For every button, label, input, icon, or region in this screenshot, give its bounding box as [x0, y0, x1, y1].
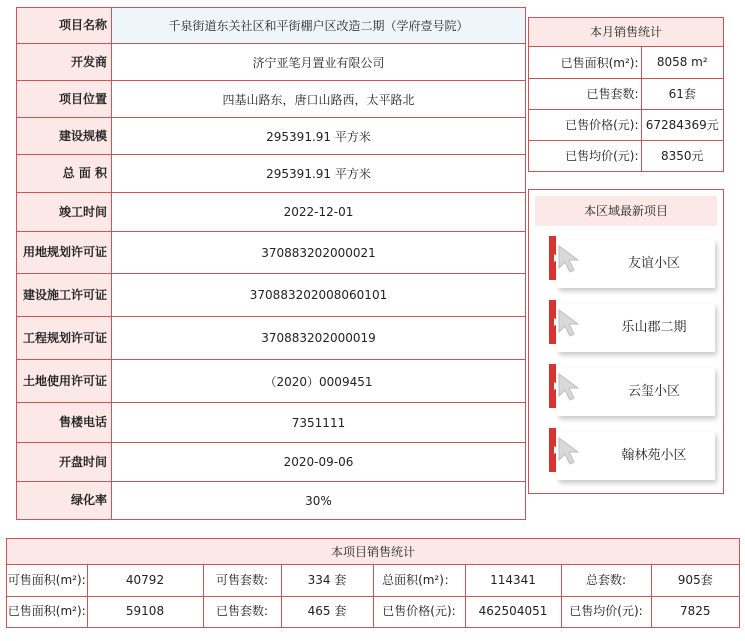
- info-label: 用地规划许可证: [17, 232, 112, 274]
- latest-projects-panel: [528, 189, 724, 494]
- info-label: 开盘时间: [17, 443, 112, 482]
- sales-value: 905套: [651, 565, 739, 596]
- cursor-arrow-icon: [557, 372, 583, 402]
- sales-label: 已售均价(元):: [561, 596, 651, 627]
- info-label: 土地使用许可证: [17, 360, 112, 403]
- cursor-arrow-icon: [557, 244, 583, 274]
- info-value: 2020-09-06: [112, 443, 526, 482]
- info-value: 四基山路东，唐口山路西，太平路北: [112, 81, 526, 118]
- sales-value: 334 套: [281, 565, 373, 596]
- monthly-sales-table: [529, 47, 723, 171]
- project-sales-table: [7, 565, 739, 627]
- sales-value: 114341: [465, 565, 561, 596]
- monthly-row: [529, 109, 723, 140]
- info-row-opening: [17, 443, 526, 482]
- info-value: 7351111: [112, 403, 526, 443]
- monthly-row: [529, 140, 723, 171]
- monthly-label: 已售面积(m²):: [529, 47, 641, 78]
- monthly-row: [529, 47, 723, 78]
- monthly-sales-title: 本月销售统计: [529, 18, 723, 47]
- info-row-scale: [17, 118, 526, 155]
- info-value: 295391.91 平方米: [112, 155, 526, 193]
- info-row-completion: [17, 193, 526, 232]
- latest-project-name[interactable]: 云玺小区: [627, 384, 680, 399]
- info-label: 开发商: [17, 44, 112, 81]
- monthly-value: 8350元: [660, 149, 704, 164]
- latest-project-item[interactable]: [549, 236, 719, 290]
- info-value: 2022-12-01: [112, 193, 526, 232]
- info-row-greening: [17, 482, 526, 520]
- info-row-land-use-permit: [17, 360, 526, 403]
- info-label: 工程规划许可证: [17, 317, 112, 360]
- sales-value: 7825: [679, 604, 711, 619]
- info-label: 项目位置: [17, 81, 112, 118]
- monthly-value: 67284369元: [641, 109, 723, 140]
- latest-project-item[interactable]: [549, 300, 719, 354]
- sales-label: 总面积(m²)：: [373, 565, 465, 596]
- sales-label: 可售面积(m²):: [7, 565, 87, 596]
- cursor-arrow-icon: [557, 308, 583, 338]
- info-label: 项目名称: [17, 8, 112, 44]
- sales-value: 59108: [87, 596, 203, 627]
- info-row-total-area: [17, 155, 526, 193]
- info-value: 370883202008060101: [112, 274, 526, 317]
- monthly-label: 已售套数:: [529, 78, 641, 109]
- info-value: 370883202000021: [112, 232, 526, 274]
- sales-label: 已售价格(元):: [373, 596, 465, 627]
- latest-project-name[interactable]: 乐山郡二期: [621, 320, 687, 335]
- project-info-table: [16, 7, 526, 520]
- info-value: 370883202000019: [112, 317, 526, 360]
- info-value: 千泉街道东关社区和平街棚户区改造二期（学府壹号院）: [112, 8, 526, 44]
- sales-label: 可售套数:: [203, 565, 281, 596]
- latest-project-name[interactable]: 友谊小区: [627, 256, 680, 271]
- latest-project-name[interactable]: 翰林苑小区: [621, 448, 687, 463]
- sales-value: 465 套: [281, 596, 373, 627]
- monthly-value: 61套: [641, 78, 723, 109]
- info-label: 建设规模: [17, 118, 112, 155]
- sales-value: 462504051: [465, 596, 561, 627]
- sales-value: 40792: [87, 565, 203, 596]
- info-value: 295391.91 平方米: [112, 118, 526, 155]
- info-row-land-planning: [17, 232, 526, 274]
- info-row-construction-permit: [17, 274, 526, 317]
- project-sales-title: 本项目销售统计: [7, 539, 739, 565]
- info-value: 30%: [112, 482, 526, 520]
- info-row-name: [17, 8, 526, 44]
- sales-label: 已售面积(m²):: [7, 596, 87, 627]
- monthly-value: 8058 m²: [641, 47, 723, 78]
- latest-project-item[interactable]: [549, 428, 719, 482]
- cursor-arrow-icon: [557, 436, 583, 466]
- info-label: 绿化率: [17, 482, 112, 520]
- sales-row: [7, 565, 739, 596]
- info-label: 建设施工许可证: [17, 274, 112, 317]
- info-value: 济宁亚笔月置业有限公司: [112, 44, 526, 81]
- project-sales-panel: [6, 538, 740, 628]
- info-label: 总 面 积: [17, 155, 112, 193]
- monthly-label: 已售均价(元):: [529, 140, 641, 171]
- latest-project-item[interactable]: [549, 364, 719, 418]
- info-value: （2020）0009451: [112, 360, 526, 403]
- info-row-phone: [17, 403, 526, 443]
- info-label: 竣工时间: [17, 193, 112, 232]
- sales-label: 已售套数:: [203, 596, 281, 627]
- monthly-label: 已售价格(元):: [529, 109, 641, 140]
- info-row-developer: [17, 44, 526, 81]
- monthly-row: [529, 78, 723, 109]
- latest-projects-title: 本区域最新项目: [535, 196, 717, 226]
- info-row-location: [17, 81, 526, 118]
- sales-row: [7, 596, 739, 627]
- info-row-engineering-permit: [17, 317, 526, 360]
- info-label: 售楼电话: [17, 403, 112, 443]
- sales-label: 总套数:: [561, 565, 651, 596]
- monthly-sales-panel: [528, 17, 724, 172]
